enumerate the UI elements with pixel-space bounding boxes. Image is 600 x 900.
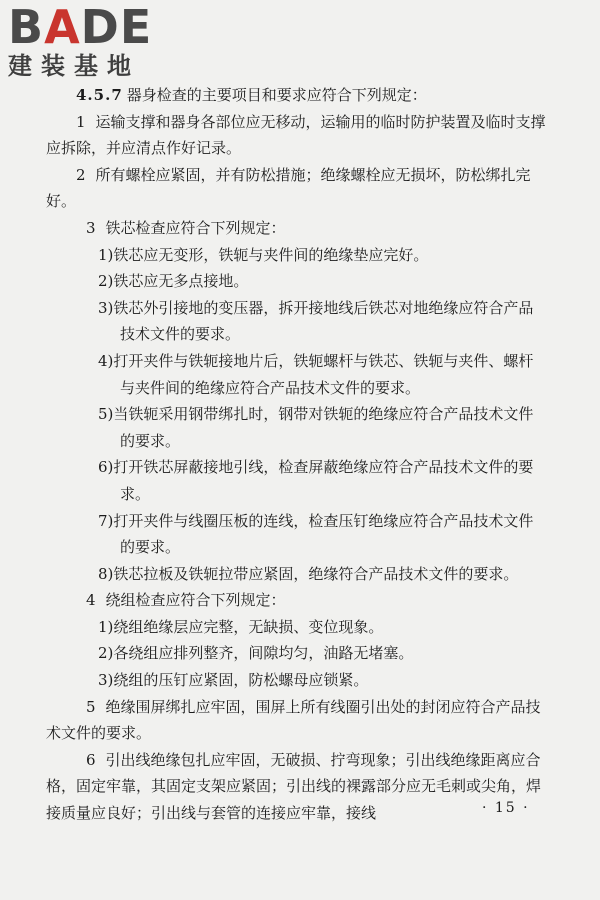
paragraph-1-number: 1 [76, 112, 86, 131]
paragraph-1 [46, 109, 546, 162]
logo-letter-b: B [8, 0, 45, 54]
paragraph-5-number: 5 [86, 697, 96, 716]
section-lead: 器身检查的主要项目和要求应符合下列规定： [126, 86, 427, 104]
paragraph-5-text: 绝缘围屏绑扎应牢固，围屏上所有线圈引出处的封闭应符合产品技术文件的要求。 [46, 697, 541, 743]
paragraph-2-text: 所有螺栓应紧固，并有防松措施；绝缘螺栓应无损坏，防松绑扎完好。 [46, 165, 531, 211]
list-item: 7)打开夹件与线圈压板的连线，检查压钉绝缘应符合产品技术文件的要求。 [98, 511, 534, 557]
paragraph-2 [46, 162, 546, 215]
logo-subtitle: 建装基地 [8, 52, 140, 80]
list-item: 1)绕组绝缘层应完整，无缺损、变位现象。 [98, 617, 384, 636]
logo-letters-de: DE [80, 0, 153, 54]
list-item: 8)铁芯拉板及铁轭拉带应紧固，绝缘符合产品技术文件的要求。 [98, 564, 519, 583]
section-heading [46, 82, 546, 109]
paragraph-2-number: 2 [76, 165, 86, 184]
bade-logo [8, 0, 178, 80]
list-item: 6)打开铁芯屏蔽接地引线，检查屏蔽绝缘应符合产品技术文件的要求。 [98, 458, 534, 503]
logo-letter-a: A [44, 0, 81, 54]
paragraph-6-text: 引出线绝缘包扎应牢固，无破损、拧弯现象；引出线绝缘距离应合格，固定牢靠，其固定支架应紧固；引出线的裸露部分应无毛刺或尖角，焊接质量应良好；引出线与套管的连接应牢靠，接线 [46, 750, 542, 823]
paragraph-4 [46, 587, 546, 614]
paragraph-3 [46, 215, 546, 242]
section-number: 4.5.7 [76, 86, 123, 104]
list-item: 2)各绕组应排列整齐，间隙均匀，油路无堵塞。 [98, 644, 414, 663]
paragraph-4-text: 绕组检查应符合下列规定： [105, 591, 286, 610]
list-item: 4)打开夹件与铁轭接地片后，铁轭螺杆与铁芯、铁轭与夹件、螺杆与夹件间的绝缘应符合产品技术文件的要求。 [98, 351, 534, 397]
list-item: 1)铁芯应无变形，铁轭与夹件间的绝缘垫应完好。 [98, 245, 429, 264]
paragraph-4-number: 4 [86, 591, 96, 610]
list-item: 3)铁芯外引接地的变压器，拆开接地线后铁芯对地绝缘应符合产品技术文件的要求。 [98, 298, 534, 344]
paragraph-3-number: 3 [86, 218, 96, 237]
logo-wordmark [8, 0, 178, 54]
paragraph-5 [46, 694, 546, 747]
list-item: 5)当铁轭采用钢带绑扎时，钢带对铁轭的绝缘应符合产品技术文件的要求。 [98, 405, 534, 450]
paragraph-3-text: 铁芯检查应符合下列规定： [105, 218, 286, 237]
document-body [46, 82, 546, 827]
list-item: 2)铁芯应无多点接地。 [98, 272, 249, 291]
paragraph-1-text: 运输支撑和器身各部位应无移动，运输用的临时防护装置及临时支撑应拆除，并应清点作好记录。 [46, 112, 546, 158]
paragraph-6 [46, 747, 546, 827]
page-number: · 15 · [482, 800, 530, 816]
list-item: 3)绕组的压钉应紧固，防松螺母应锁紧。 [98, 671, 369, 690]
paragraph-6-number: 6 [86, 750, 96, 769]
